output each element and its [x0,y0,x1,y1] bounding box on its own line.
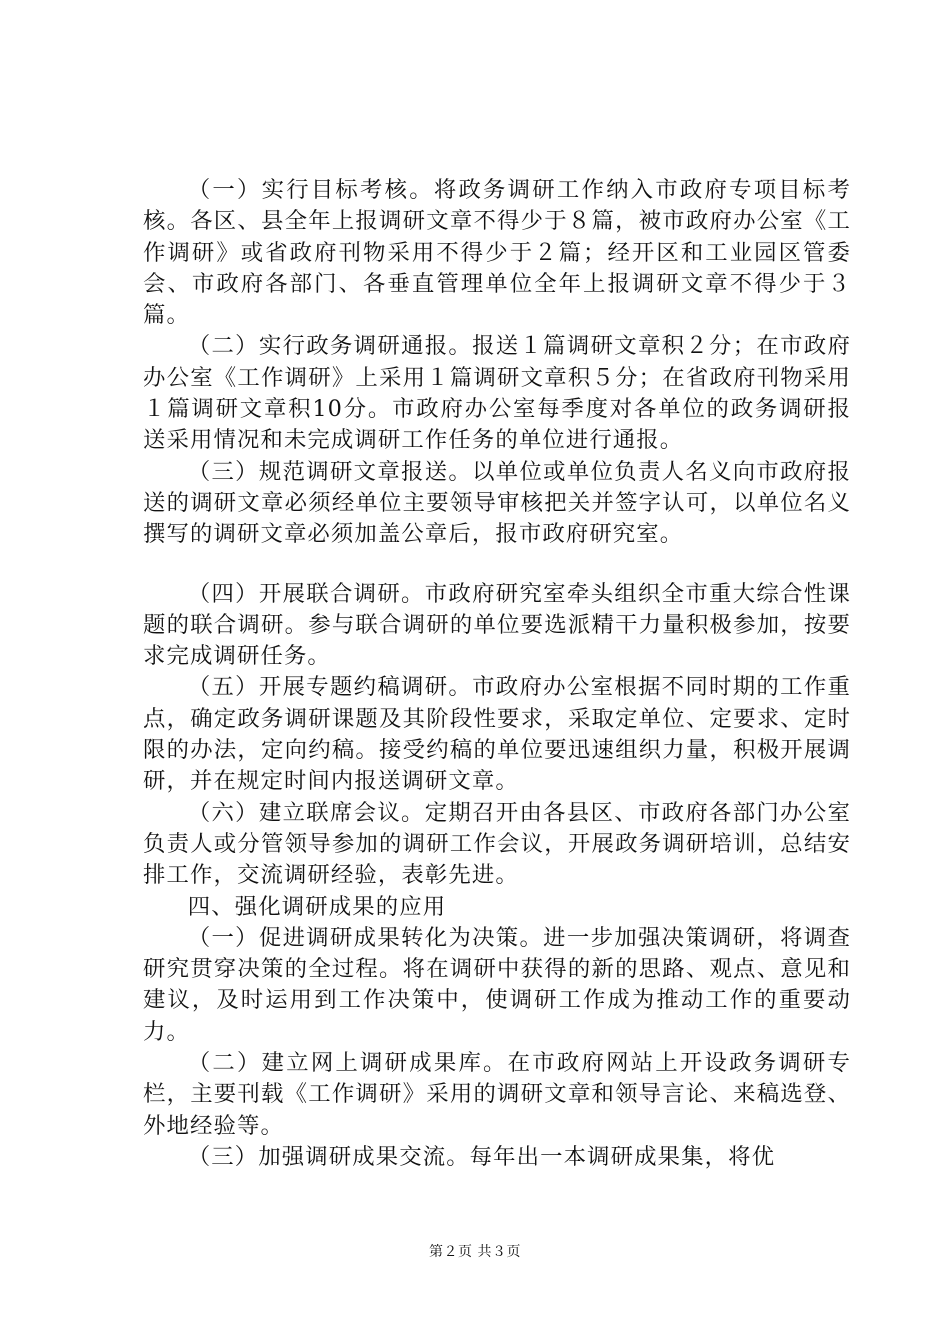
paragraph-joint-meeting: （六）建立联席会议。定期召开由各县区、市政府各部门办公室负责人或分管领导参加的调研工作会议，开展政务调研培训，总结安排工作，交流调研经验，表彰先进。 [143,799,851,889]
section-heading-4: 四、强化调研成果的应用 [187,893,447,920]
paragraph-results-to-decisions: （一）促进调研成果转化为决策。进一步加强决策调研，将调查研究贯穿决策的全过程。将在调研中获得的新的思路、观点、意见和建议，及时运用到工作决策中，使调研工作成为推动工作的重要动力。 [143,924,851,1045]
paragraph-article-submission: （三）规范调研文章报送。以单位或单位负责人名义向市政府报送的调研文章必须经单位主要领导审核把关并签字认可，以单位名义撰写的调研文章必须加盖公章后，报市政府研究室。 [143,458,851,548]
paragraph-results-exchange: （三）加强调研成果交流。每年出一本调研成果集，将优 [187,1143,776,1170]
document-body [143,175,851,1173]
paragraph-online-results-library: （二）建立网上调研成果库。在市政府网站上开设政务调研专栏，主要刊载《工作调研》采用的调研文章和领导言论、来稿选登、外地经验等。 [143,1050,851,1139]
page-number-footer: 第２页 共３页 [429,1244,521,1260]
paragraph-joint-research: （四）开展联合调研。市政府研究室牵头组织全市重大综合性课题的联合调研。参与联合调研的单位要选派精干力量积极参加，按要求完成调研任务。 [143,580,851,670]
paragraph-research-bulletin: （二）实行政务调研通报。报送１篇调研文章积２分；在市政府办公室《工作调研》上采用１篇调研文章积５分；在省政府刊物采用１篇调研文章积10分。市政府办公室每季度对各单位的政务调研报送采用情况和未完成调研工作任务的单位进行通报。 [143,333,851,454]
paragraph-commissioned-research: （五）开展专题约稿调研。市政府办公室根据不同时期的工作重点，确定政务调研课题及其阶段性要求，采取定单位、定要求、定时限的办法，定向约稿。接受约稿的单位要迅速组织力量，积极开展调研，并在规定时间内报送调研文章。 [143,674,851,795]
paragraph-target-assessment: （一）实行目标考核。将政务调研工作纳入市政府专项目标考核。各区、县全年上报调研文章不得少于８篇，被市政府办公室《工作调研》或省政府刊物采用不得少于２篇；经开区和工业园区管委会、市政府各部门、各垂直管理单位全年上报调研文章不得少于３篇。 [143,177,851,329]
